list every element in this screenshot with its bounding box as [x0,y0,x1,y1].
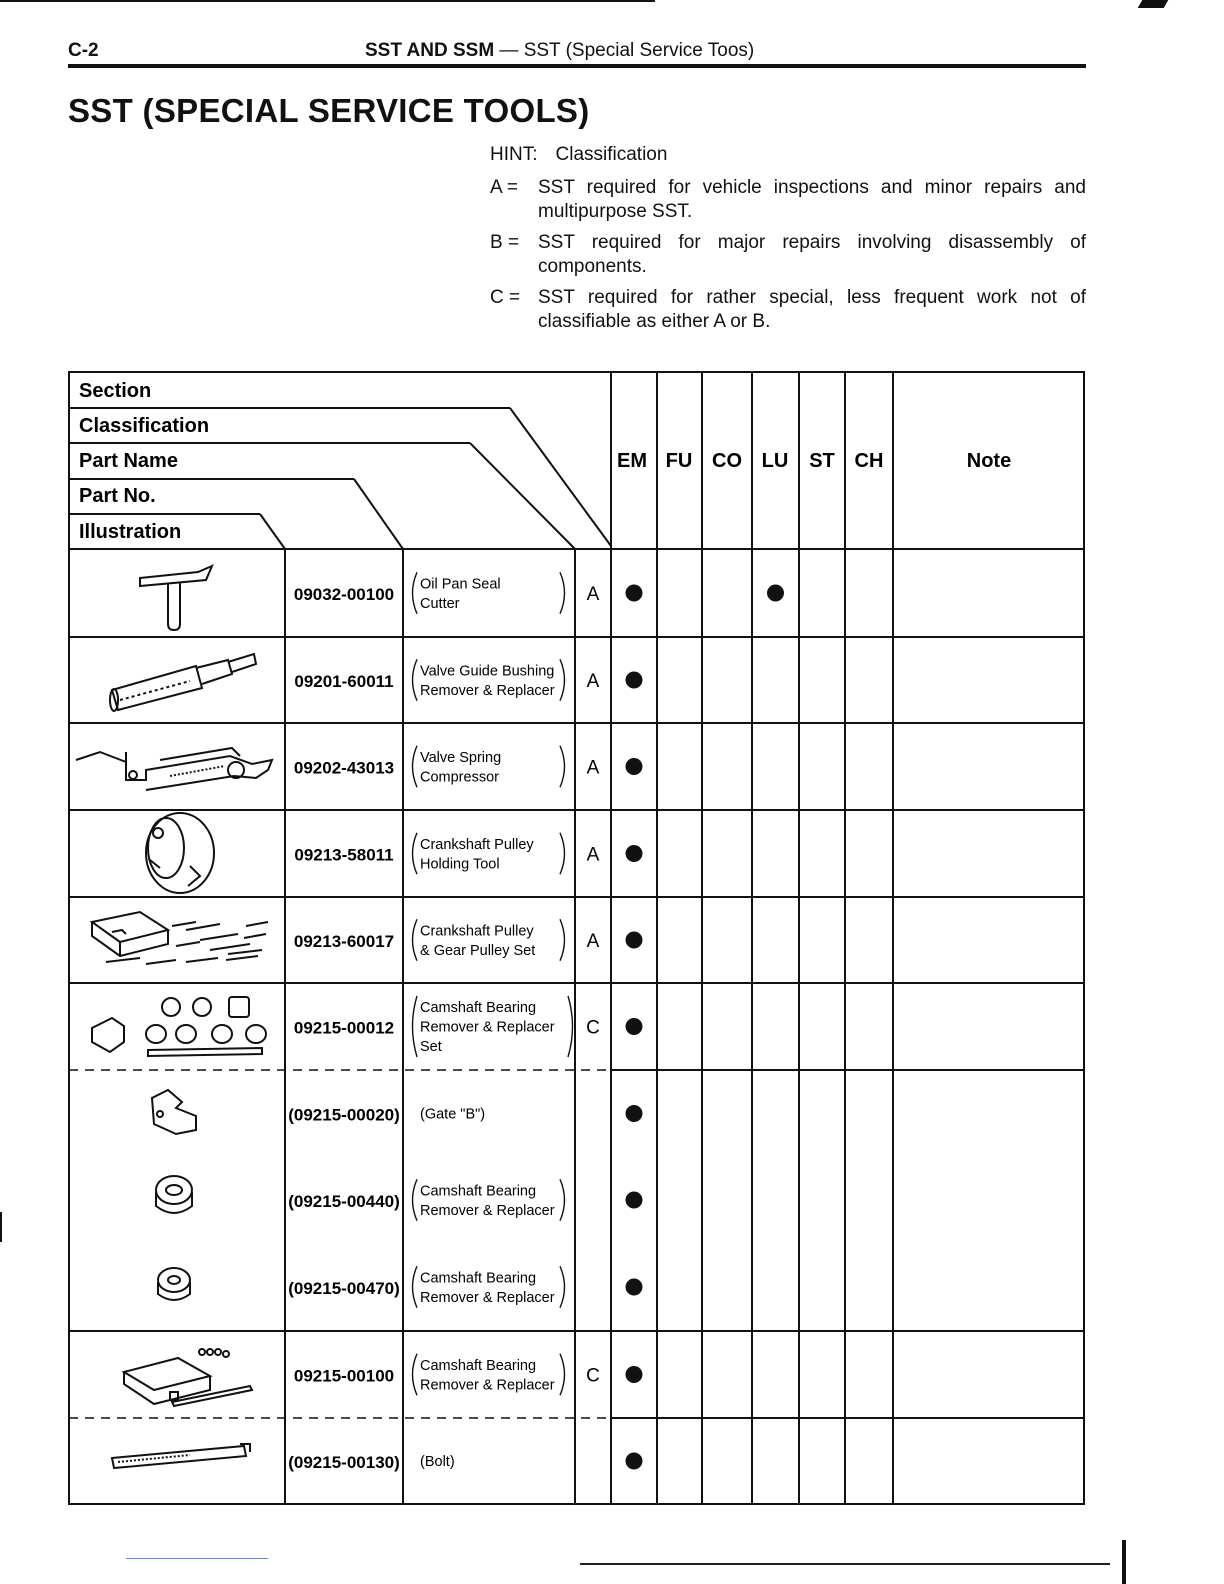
header-label-part-no: Part No. [79,485,156,507]
part-name-line: (Bolt) [420,1454,455,1470]
part-name-line: & Gear Pulley Set [420,942,536,959]
part-name-bracket-right [560,746,565,788]
part-name-line: Camshaft Bearing [420,1270,537,1287]
part-name-line: Crankshaft Pulley [420,923,534,940]
illustration-bearing-ring-small [158,1268,190,1300]
classification-letter: A [586,844,600,866]
part-name-bracket-right [568,996,573,1057]
section-dot [626,1192,643,1209]
classification-letter: A [586,931,600,952]
header-diagonal-part-name [470,443,575,549]
part-name-line: Valve Spring [420,749,502,766]
table-row [288,1105,642,1125]
page-title: SST (SPECIAL SERVICE TOOLS) [68,92,590,129]
table-rows [288,572,784,1472]
hint-key: C = [490,287,521,308]
illustration-tool-case-set [92,912,268,964]
table-row [294,659,642,701]
bottom-rule [580,1563,1110,1565]
part-name-line: Camshaft Bearing [420,1000,537,1016]
table-row [294,996,643,1057]
part-name-bracket-left [413,746,418,788]
right-bracket-mark [1122,1540,1126,1584]
part-name-bracket-right [560,1354,565,1396]
table-row [294,572,784,614]
section-dot [626,1279,643,1296]
part-name-bracket-left [413,659,418,701]
part-number: 09032-00100 [293,585,395,604]
illustration-bearing-case [124,1349,252,1406]
section-dot [626,1018,643,1035]
part-name-line: Valve Guide Bushing [420,663,555,680]
bottom-link-line [126,1558,268,1559]
section-dot [626,758,643,775]
col-em: EM [617,450,647,472]
part-name-bracket-right [560,833,565,875]
part-name-bracket-right [560,919,565,961]
part-name-line: Holding Tool [420,856,500,873]
illustration-t-handle-cutter [140,566,212,630]
part-number: (09215-00440) [288,1192,400,1211]
classification-letter: C [586,1365,600,1387]
part-name-bracket-right [560,1266,565,1308]
part-name-line: Remover & Replacer [420,682,555,699]
part-name-line: Cutter [420,595,460,612]
part-name-bracket-left [413,1179,418,1221]
col-lu: LU [761,450,789,472]
part-name-line: Compressor [420,769,499,786]
classification-letter: A [586,584,600,605]
illustration-bearing-ring [156,1176,192,1213]
table-row [294,1354,643,1396]
table-row [288,1179,642,1221]
hint-text: SST required for major repairs involving disassembly of components. [538,232,1086,277]
header-diagonal-part-no [354,479,403,549]
part-number: 09202-43013 [293,758,395,778]
part-name-bracket-left [413,572,418,614]
part-name-line: Camshaft Bearing [420,1357,537,1374]
part-number: 09215-00012 [293,1018,395,1038]
part-name-bracket-right [560,659,565,701]
part-name-line: Remover & Replacer [420,1202,555,1219]
header-label-illustration: Illustration [79,521,182,543]
section-dot [626,585,643,602]
illustration-bushing-tool [110,654,256,711]
part-number: 09213-58011 [294,845,394,865]
running-header-subtitle: — SST (Special Service Toos) [499,40,755,61]
table-border [69,372,1084,1504]
table-grid [69,372,1084,1504]
col-note: Note [966,450,1012,472]
table-row [288,1266,642,1308]
col-co: CO [712,450,742,472]
page-number: C-2 [68,40,99,61]
hint-key: A = [490,177,518,198]
part-name-bracket-right [560,1179,565,1221]
part-name-line: (Gate "B") [420,1106,486,1123]
hint-label: HINT: [490,144,538,165]
part-name-bracket-right [560,572,565,614]
part-name-line: Set [420,1039,442,1055]
illustration-bearing-set [92,997,266,1056]
part-number: (09215-00020) [288,1105,400,1125]
header-label-part-name: Part Name [79,450,178,472]
table-row [294,746,643,788]
header-label-section: Section [79,380,152,402]
part-name-bracket-left [413,833,418,875]
part-name-line: Remover & Replacer [420,1377,555,1394]
illustration-long-bolt [112,1444,250,1468]
running-header-section: SST AND SSM [365,40,495,61]
part-name-line: Remover & Replacer [420,1019,555,1036]
classification-letter: C [586,1017,600,1039]
part-name-bracket-left [413,996,418,1057]
table-row [294,919,643,961]
part-number: 09213-60017 [293,932,395,951]
hint-text: SST required for vehicle inspections and minor repairs and multipurpose SST. [538,177,1086,222]
part-name-bracket-left [413,919,418,961]
section-dot [626,1105,643,1122]
part-name-line: Oil Pan Seal [420,576,501,593]
section-dot [626,932,643,949]
part-number: (09215-00130) [288,1453,400,1472]
header-diagonal-illustration [260,514,285,549]
col-ch: CH [854,450,884,472]
hint-text: SST required for rather special, less frequent work not of classifiable as either A or B. [538,287,1086,332]
part-number: 09215-00100 [293,1366,395,1386]
header-diagonal-classification [510,408,611,546]
illustration-spring-compressor [76,748,272,790]
part-name-line: Remover & Replacer [420,1289,555,1306]
classification-letter: A [586,671,600,692]
part-name-bracket-left [413,1266,418,1308]
header-label-classification: Classification [79,415,210,437]
part-name-line: Camshaft Bearing [420,1183,537,1200]
part-number: (09215-00470) [288,1279,400,1298]
illustration-gate [152,1090,196,1134]
hint-key: B = [490,232,520,253]
illustration-pulley-holder [146,813,214,893]
col-st: ST [809,450,835,472]
part-number: 09201-60011 [294,672,394,691]
section-dot [626,1366,643,1383]
section-dot [626,672,643,689]
section-dot [626,1453,643,1470]
section-dot [626,845,643,862]
part-name-line: Crankshaft Pulley [420,836,534,853]
section-dot [767,585,784,602]
part-name-bracket-left [413,1354,418,1396]
table-row [288,1453,642,1473]
table-row [294,833,642,875]
col-fu: FU [665,450,693,472]
classification-letter: A [586,757,600,779]
hint-heading: Classification [555,144,668,165]
